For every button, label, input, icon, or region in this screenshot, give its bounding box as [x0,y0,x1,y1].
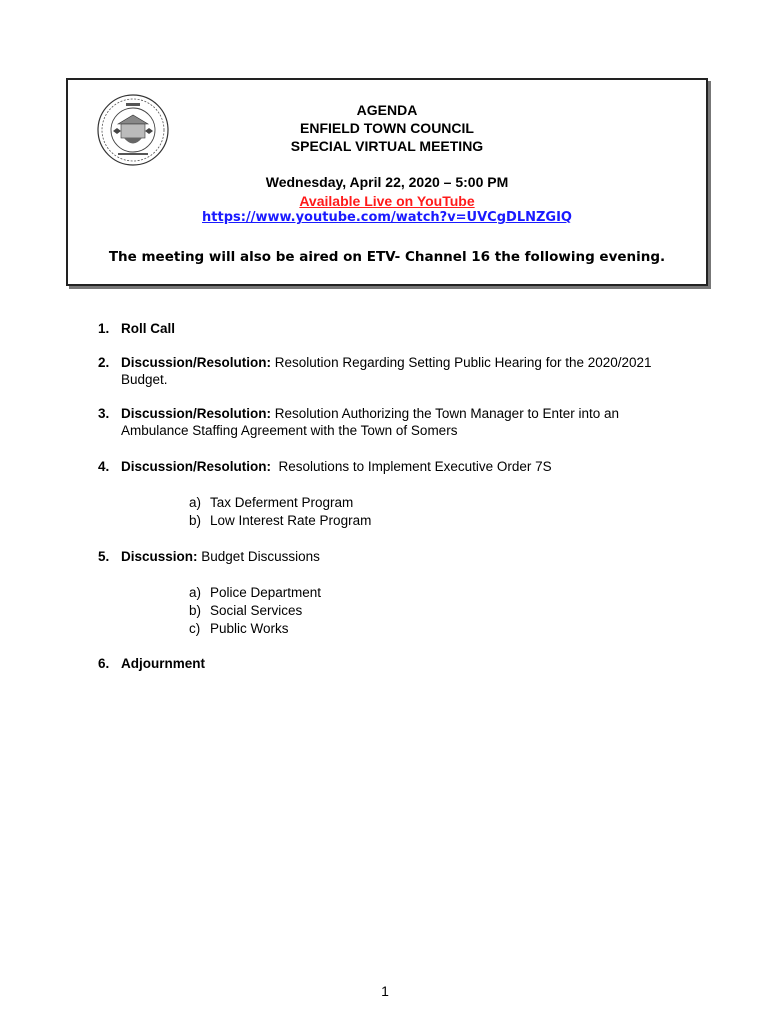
item-text: Budget Discussions [197,549,320,564]
item-number: 6. [98,656,110,671]
sub-item-letter: b) [189,513,202,528]
youtube-live-label[interactable]: Available Live on YouTube [299,193,475,209]
sub-item-text: Public Works [210,621,289,636]
sub-item [189,512,678,530]
title-line-council: ENFIELD TOWN COUNCIL [300,120,474,136]
agenda-item [98,320,678,337]
item-number: 2. [98,355,110,370]
item-text: Resolutions to Implement Executive Order 7S [271,459,552,474]
agenda-item [98,405,678,439]
etv-aired-note: The meeting will also be aired on ETV- Channel 16 the following evening. [108,249,666,265]
title-line-agenda: AGENDA [356,102,418,118]
sub-item-letter: c) [189,621,201,636]
sub-item [189,584,678,602]
page-number: 1 [381,983,389,999]
item-lead: Discussion/Resolution: [121,355,272,370]
item-lead: Roll Call [121,321,176,336]
youtube-link[interactable]: https://www.youtube.com/watch?v=UVCgDLNZGIQ [202,210,572,225]
item-number: 1. [98,321,110,336]
item-number: 4. [98,459,110,474]
agenda-header-box [66,78,708,286]
sub-item [189,602,678,620]
item-text: Resolution Authorizing the Town Manager to Enter into an Ambulance Staffing Agreement with the Town of Somers [121,406,619,438]
sub-item-text: Tax Deferment Program [210,495,354,510]
item-text: Resolution Regarding Setting Public Hearing for the 2020/2021 Budget. [121,355,652,387]
sub-item-text: Low Interest Rate Program [210,513,372,528]
agenda-item [98,548,678,565]
sub-item-letter: b) [189,603,202,618]
item-lead: Discussion/Resolution: [121,459,272,474]
title-line-meeting-type: SPECIAL VIRTUAL MEETING [290,138,484,154]
item-number: 5. [98,549,110,564]
agenda-title [68,101,706,155]
item-lead: Adjournment [121,656,205,671]
meeting-date: Wednesday, April 22, 2020 – 5:00 PM [265,174,509,190]
item-lead: Discussion/Resolution: [121,406,272,421]
sub-item-text: Social Services [210,603,303,618]
agenda-item [98,655,678,672]
sub-item [189,620,678,638]
sub-item-letter: a) [189,585,202,600]
agenda-item [98,458,678,475]
item-lead: Discussion: [121,549,198,564]
sub-item-letter: a) [189,495,202,510]
item-number: 3. [98,406,110,421]
agenda-item [98,354,678,388]
sub-item-text: Police Department [210,585,322,600]
agenda-list [98,320,678,672]
sub-item [189,494,678,512]
